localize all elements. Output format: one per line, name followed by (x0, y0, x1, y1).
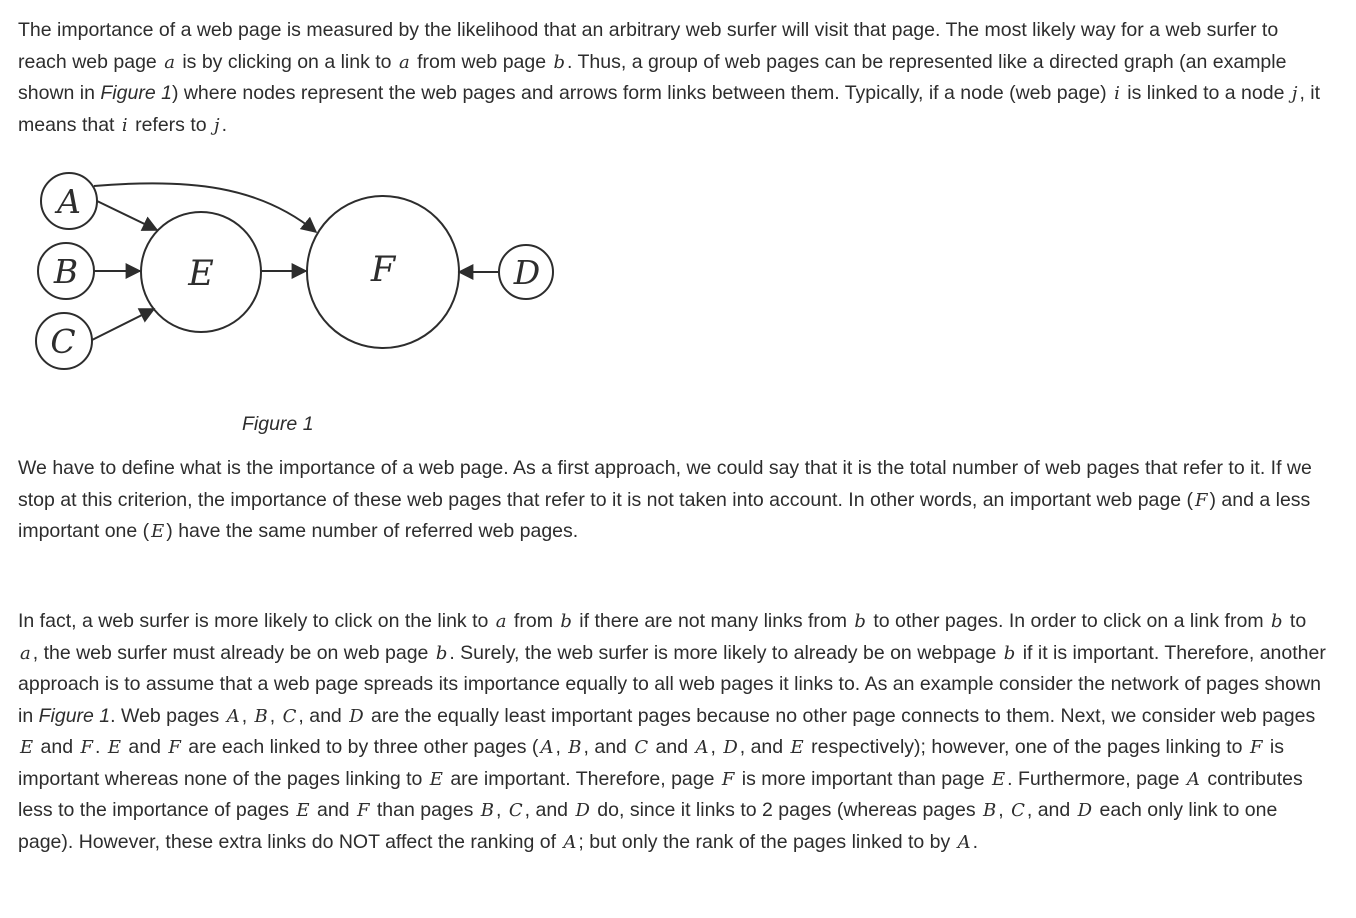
approach-paragraph: We have to define what is the importance of a web page. As a first approach, we could say that it is the total number of web pages that refer to it. If we stop at this criterion, the importance of these web pages that refer to it is not taken into account. In other words, an important web page ( F ) and a less important one ( E ) have the same number of referred web pages. (18, 457, 1312, 542)
link-graph-figure (30, 168, 570, 378)
math-var: a (164, 51, 175, 73)
math-var: B (568, 737, 582, 758)
math-var: A (226, 705, 240, 727)
math-var: j (214, 114, 220, 136)
math-var: C (1011, 800, 1025, 821)
math-var: E (429, 768, 443, 790)
node-e-label: E (188, 254, 214, 294)
math-var: a (20, 642, 31, 664)
math-var: E (151, 521, 165, 542)
math-var: D (349, 705, 364, 727)
edge-a-e (97, 201, 157, 230)
math-var: C (282, 705, 297, 727)
math-var: E (992, 768, 1006, 790)
math-var: b (854, 611, 866, 632)
math-var: E (107, 737, 121, 758)
figure-ref: Figure 1 (100, 82, 172, 104)
node-a-label: A (57, 182, 81, 221)
edge-a-f (94, 183, 316, 232)
math-var: A (563, 831, 577, 853)
math-var: F (80, 737, 94, 758)
math-var: F (1249, 737, 1263, 758)
math-var: a (495, 611, 507, 632)
math-var: A (1186, 768, 1200, 790)
math-var: i (1114, 83, 1120, 104)
math-var: D (723, 737, 738, 758)
math-var: A (695, 737, 709, 758)
math-var: F (168, 737, 181, 758)
math-var: b (1003, 642, 1016, 664)
math-var: F (721, 768, 735, 790)
math-var: B (480, 800, 495, 821)
intro-paragraph: The importance of a web page is measured by the likelihood that an arbitrary web surfer will visit that page. The most likely way for a web surfer to reach web page a is by clicking on a link to a from web page b . Thus, a group of web pages can be represented like a directed graph (an example shown in Figure 1) where nodes represent the web pages and arrows form links between them. Typically, if a node (web page) i is linked to a node j , it means that i refers to j . (18, 19, 1321, 136)
math-var: B (983, 800, 997, 821)
figure-ref: Figure 1 (38, 704, 111, 727)
math-var: E (790, 737, 804, 758)
math-var: D (575, 800, 590, 821)
math-var: b (553, 51, 566, 73)
math-var: a (398, 51, 410, 73)
math-var: b (560, 611, 572, 632)
node-b-label: B (53, 252, 79, 291)
math-var: B (254, 705, 268, 727)
explanation-paragraph: In fact, a web surfer is more likely to click on the link to a from b if there are not many links from b to other pages. In order to click on a link from b to a , the web surfer must already be on web page b . Surely, the web surfer is more likely to already be on webpage b if it is important. Therefore, another approach is to assume that a web page spreads its importance equally to all web pages it links to. As an example consider the network of pages shown in Figure 1. Web pages A , B , C , and D are the equally least important pages because no other page connects to them. Next, we consider web pages E and F . E and F are each linked to by three other pages ( A , B , and C and A , D , and E respectively); however, one of the pages linking to F is important whereas none of the pages linking to E are important. Therefore, page F is more important than page E . Furthermore, page A contributes less to the importance of pages E and F than pages B , C , and D do, since it links to 2 pages (whereas pages B , C , and D each only link to one page). However, these extra links do NOT affect the ranking of A ; but only the rank of the pages linked to by A . (18, 610, 1326, 853)
node-f-label: F (370, 250, 396, 290)
edge-c-e (92, 309, 154, 340)
math-var: A (957, 831, 971, 853)
math-var: A (540, 737, 554, 758)
math-var: C (634, 737, 649, 758)
figure-caption: Figure 1 (242, 413, 314, 435)
math-var: i (121, 114, 128, 136)
math-var: C (508, 800, 523, 821)
math-var: b (435, 642, 448, 664)
math-var: E (20, 737, 34, 758)
math-var: b (1270, 611, 1283, 632)
math-var: j (1291, 83, 1298, 104)
node-c-label: C (50, 322, 76, 361)
math-var: F (1194, 489, 1208, 511)
math-var: D (1077, 800, 1093, 821)
math-var: E (296, 800, 310, 821)
node-d-label: D (513, 253, 541, 292)
math-var: F (356, 800, 370, 821)
